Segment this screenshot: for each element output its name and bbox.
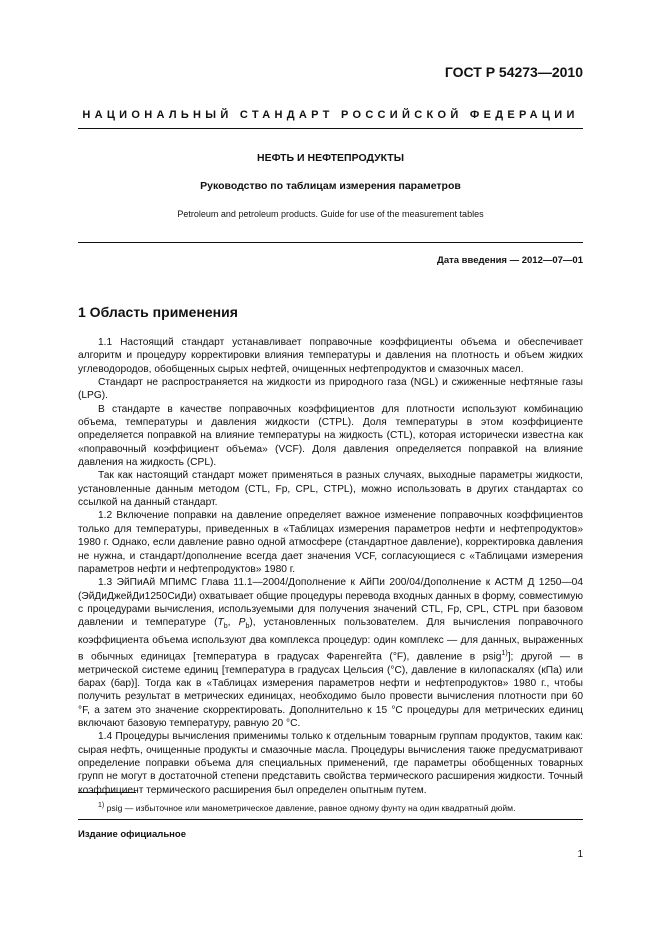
english-title: Petroleum and petroleum products. Guide for use of the measurement tables — [177, 209, 484, 219]
paragraph: 1.4 Процедуры вычисления применимы только к отдельным товарным группам продуктов, таким как: сырая нефть, очищенные продукты и смазочные масла. Процедуры вычисления также предусматривают определение поправки объема для специальных применений, где параметры обобщенных товарных групп не могут в достаточной степени представить свойства термического расширения жидкости. Точный коэффициент термического расширения был определен опытным путем. — [78, 731, 583, 796]
introduction-date: Дата введения — 2012—07—01 — [437, 255, 583, 266]
paragraph: 1.2 Включение поправки на давление определяет важное изменение поправочных коэффициентов только для температуры, приведенных в «Таблицах измерения параметров нефти и нефтепродуктов» 1980 г. Однако, если давление равно одной атмосфере (стандартное давление), корректировка давления не нужна, и стандарт/дополнение всегда дает значения VCF, согласующиеся с «Таблицами измерения параметров нефти и нефтепродуктов» 1980 г. — [78, 510, 583, 575]
edition-label: Издание официальное — [78, 829, 186, 840]
footnote-separator — [78, 792, 136, 793]
title-rule — [78, 242, 583, 243]
document-subtitle: Руководство по таблицам измерения параметров — [200, 180, 461, 192]
paragraph: 1.1 Настоящий стандарт устанавливает поправочные коэффициенты объема и обеспечивает алгоритм и процедуру корректировки влияния температуры и давления на плотность и объем жидких углеводородов, обобщенных сырых нефтей, очищенных нефтепродуктов и смазочных масел. — [78, 337, 583, 375]
footnote-ref: 1) — [501, 649, 508, 657]
document-title: НЕФТЬ И НЕФТЕПРОДУКТЫ — [257, 152, 404, 164]
footer-rule — [78, 819, 583, 820]
paragraph: В стандарте в качестве поправочных коэффициентов для плотности используют комбинацию объема, температуры и давления жидкости (CTPL). Доля температуры в этом коэффициенте определяется поправкой на влияние температуры на жидкость (CTL), которая исторически известна как «поправочный коэффициент объема» (VCF). Доля давления определяется поправкой на влияние давления на жидкость (CPL). — [78, 403, 583, 469]
national-standard-banner: НАЦИОНАЛЬНЫЙ СТАНДАРТ РОССИЙСКОЙ ФЕДЕРАЦИИ — [82, 109, 579, 121]
section-heading: 1 Область применения — [78, 304, 238, 320]
paragraph-1-3: 1.3 ЭйПиАй МПиМС Глава 11.1—2004/Дополнение к АйПи 200/04/Дополнение к АСТМ Д 1250—04 (ЭйДиДжейДи1250СиДи) охватывает общие процедуры перевода входных данных в форму, совместимую с процедурами вычисления, используемыми для получения значений CTL, Fp, CPL, CTPL при базовом давлении и температуре ($T_b$, $P_b$), установленных пользователем. Для вычисления поправочного коэффициента объема используют два комплекса процедур: один комплекс — для данных, выраженных в обычных единицах [температура в градусах Фаренгейта (°F), давление в psig$^{1)}$]; другой — в метрической системе единиц [температура в градусах Цельсия (°С), давление в килопаскалях (кПа) или барах (бар)]. Тогда как в «Таблицах измерения параметров нефти и нефтепродуктов» 1980 г., чтобы получить результат в метрических единицах, необходимо было провести вычисления плотности при 60 °F, а затем это значение скорректировать. Дополнительно к 15 °С процедуры для метрических единиц включают базовую температуру, равную 20 °С. — [78, 577, 583, 730]
body-text — [78, 336, 583, 797]
page-number: 1 — [577, 849, 583, 860]
standard-number: ГОСТ Р 54273—2010 — [444, 64, 583, 80]
footnote: $^{1)}$ psig — избыточное или манометрическое давление, равное одному фунту на один квадратный дюйм. — [98, 802, 516, 813]
header-rule — [78, 128, 583, 129]
paragraph: Так как настоящий стандарт может применяться в разных случаях, выходные параметры жидкости, установленные данным методом (CTL, Fp, CPL, CTPL), можно использовать в других стандартах со ссылкой на данный стандарт. — [78, 470, 583, 509]
paragraph: Стандарт не распространяется на жидкости из природного газа (NGL) и сжиженные нефтяные газы (LPG). — [78, 377, 583, 402]
